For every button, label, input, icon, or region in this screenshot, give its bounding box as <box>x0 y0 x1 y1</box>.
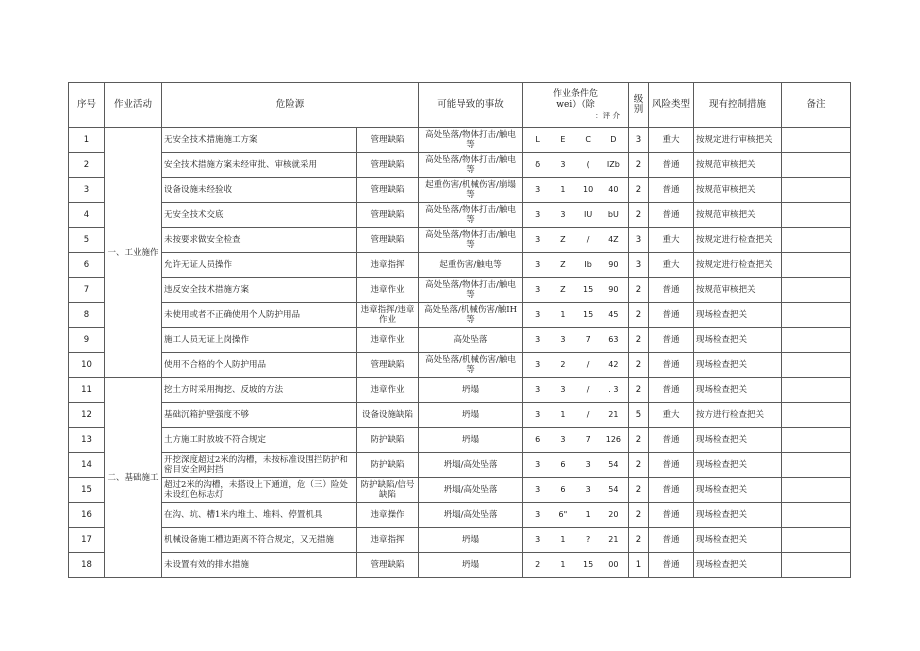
risk-type: 重大 <box>649 403 694 428</box>
remark-cell <box>782 253 851 278</box>
lecd-c-value: IU <box>584 210 593 219</box>
risk-type: 普通 <box>649 378 694 403</box>
hazard-type: 违章指挥 <box>357 528 419 553</box>
lecd-c-value: 3 <box>585 485 591 494</box>
condition-evaluation <box>523 153 629 178</box>
table-row <box>69 228 851 253</box>
risk-type: 普通 <box>649 528 694 553</box>
risk-type: 普通 <box>649 553 694 578</box>
lecd-values <box>525 560 626 570</box>
lecd-l-value: 3 <box>535 510 541 519</box>
hazard-type: 管理缺陷 <box>357 178 419 203</box>
lecd-e-value: 6 <box>560 485 566 494</box>
hazard-type: 管理缺陷 <box>357 228 419 253</box>
row-number: 8 <box>69 303 105 328</box>
table-row <box>69 153 851 178</box>
hazard-type: 管理缺陷 <box>357 553 419 578</box>
lecd-values <box>525 135 626 145</box>
possible-accident: 坍塌 <box>419 378 523 403</box>
possible-accident: 起重伤害/触电等 <box>419 253 523 278</box>
remark-cell <box>782 153 851 178</box>
hazard-type: 管理缺陷 <box>357 128 419 153</box>
lecd-e-value: 6 <box>560 460 566 469</box>
lecd-d-value: 21 <box>608 410 619 419</box>
activity-category: 一、工业施作 <box>105 128 162 378</box>
condition-evaluation <box>523 328 629 353</box>
lecd-values <box>525 160 626 170</box>
control-measure: 现场检查把关 <box>694 453 782 478</box>
possible-accident: 坍塌/高处坠落 <box>419 503 523 528</box>
hazard-source: 机械设备施工槽边距离不符合规定，又无措施 <box>162 528 357 553</box>
possible-accident: 高处坠落/物体打击/触电等 <box>419 203 523 228</box>
hazard-type: 管理缺陷 <box>357 153 419 178</box>
condition-evaluation <box>523 528 629 553</box>
lecd-l-value: 3 <box>535 310 541 319</box>
lecd-c-value: / <box>586 410 590 419</box>
row-number: 16 <box>69 503 105 528</box>
risk-level: 2 <box>629 153 649 178</box>
hazard-source: 无安全技术措施施工方案 <box>162 128 357 153</box>
control-measure: 现场检查把关 <box>694 503 782 528</box>
lecd-d-value: 126 <box>605 435 622 444</box>
table-row <box>69 478 851 503</box>
lecd-d-value: 45 <box>608 310 619 319</box>
lecd-d-value: . 3 <box>608 385 619 394</box>
table-row <box>69 253 851 278</box>
remark-cell <box>782 403 851 428</box>
lecd-c-value: ? <box>586 535 591 544</box>
hazard-source: 在沟、坑、槽1米内堆土、堆料、停置机具 <box>162 503 357 528</box>
lecd-c-value: 15 <box>583 560 594 569</box>
table-row <box>69 403 851 428</box>
condition-evaluation <box>523 403 629 428</box>
table-row <box>69 353 851 378</box>
lecd-e-value: E <box>560 135 566 144</box>
possible-accident: 高处坠落/物体打击/触电等 <box>419 153 523 178</box>
header-seq: 序号 <box>69 83 105 128</box>
lecd-values <box>525 185 626 195</box>
lecd-l-value: 3 <box>535 260 541 269</box>
header-activity: 作业活动 <box>105 83 162 128</box>
risk-type: 普通 <box>649 153 694 178</box>
lecd-values <box>525 385 626 395</box>
lecd-e-value: 3 <box>560 160 566 169</box>
hazard-source: 未按要求做安全检查 <box>162 228 357 253</box>
control-measure: 现场检查把关 <box>694 478 782 503</box>
lecd-l-value: δ <box>535 160 541 169</box>
hazard-source: 未设置有效的排水措施 <box>162 553 357 578</box>
control-measure: 按规范审核把关 <box>694 203 782 228</box>
hazard-type: 违章指挥 <box>357 253 419 278</box>
hazard-type: 防护缺陷 <box>357 453 419 478</box>
lecd-c-value: Ib <box>584 260 592 269</box>
possible-accident: 坍塌 <box>419 428 523 453</box>
lecd-l-value: 3 <box>535 385 541 394</box>
condition-evaluation <box>523 503 629 528</box>
lecd-d-value: 63 <box>608 335 619 344</box>
table-row <box>69 503 851 528</box>
hazard-source: 违反安全技术措施方案 <box>162 278 357 303</box>
lecd-e-value: 6" <box>558 510 568 519</box>
header-row <box>69 83 851 128</box>
lecd-c-value: ( <box>586 160 590 169</box>
lecd-c-value: 15 <box>583 285 594 294</box>
condition-evaluation <box>523 128 629 153</box>
possible-accident: 起重伤害/机械伤害/崩塌等 <box>419 178 523 203</box>
lecd-values <box>525 360 626 370</box>
hazard-type: 设备设施缺陷 <box>357 403 419 428</box>
remark-cell <box>782 278 851 303</box>
row-number: 13 <box>69 428 105 453</box>
lecd-d-value: 54 <box>608 460 619 469</box>
header-condition-sub: ：评 介 <box>595 111 621 120</box>
control-measure: 现场检查把关 <box>694 353 782 378</box>
remark-cell <box>782 503 851 528</box>
control-measure: 按规定进行审核把关 <box>694 128 782 153</box>
control-measure: 现场检查把关 <box>694 303 782 328</box>
lecd-d-value: 00 <box>608 560 619 569</box>
lecd-d-value: bU <box>607 210 619 219</box>
control-measure: 按规范审核把关 <box>694 153 782 178</box>
row-number: 17 <box>69 528 105 553</box>
possible-accident: 高处坠落/机械伤害/触IH等 <box>419 303 523 328</box>
lecd-l-value: 3 <box>535 335 541 344</box>
remark-cell <box>782 528 851 553</box>
hazard-source: 施工人员无证上岗操作 <box>162 328 357 353</box>
table-row <box>69 303 851 328</box>
possible-accident: 高处坠落/物体打击/触电等 <box>419 128 523 153</box>
risk-type: 普通 <box>649 203 694 228</box>
lecd-l-value: 3 <box>535 460 541 469</box>
row-number: 3 <box>69 178 105 203</box>
risk-type: 普通 <box>649 503 694 528</box>
risk-level: 3 <box>629 228 649 253</box>
row-number: 6 <box>69 253 105 278</box>
lecd-l-value: L <box>535 135 540 144</box>
lecd-l-value: 3 <box>535 235 541 244</box>
lecd-values <box>525 260 626 270</box>
hazard-source: 开挖深度超过2米的沟槽，未按标准设围拦防护和密目安全网封挡 <box>162 453 357 478</box>
lecd-values <box>525 510 626 520</box>
header-condition-line1: 作业条件危 <box>553 89 599 99</box>
control-measure: 按规范审核把关 <box>694 178 782 203</box>
lecd-l-value: 2 <box>535 560 541 569</box>
risk-type: 普通 <box>649 278 694 303</box>
remark-cell <box>782 478 851 503</box>
condition-evaluation <box>523 378 629 403</box>
lecd-e-value: 1 <box>560 185 566 194</box>
risk-level: 2 <box>629 328 649 353</box>
remark-cell <box>782 328 851 353</box>
header-level <box>629 83 649 128</box>
table-row <box>69 528 851 553</box>
hazard-type: 管理缺陷 <box>357 353 419 378</box>
table-row <box>69 553 851 578</box>
header-condition <box>523 83 629 128</box>
table-row <box>69 328 851 353</box>
control-measure: 按规定进行检查把关 <box>694 253 782 278</box>
possible-accident: 高处坠落 <box>419 328 523 353</box>
possible-accident: 高处坠落/物体打击/触电等 <box>419 278 523 303</box>
lecd-l-value: 3 <box>535 485 541 494</box>
lecd-e-value: Z <box>560 260 566 269</box>
condition-evaluation <box>523 178 629 203</box>
risk-level: 2 <box>629 178 649 203</box>
lecd-c-value: / <box>586 360 590 369</box>
lecd-l-value: 3 <box>535 410 541 419</box>
table-row <box>69 203 851 228</box>
lecd-e-value: 2 <box>560 360 566 369</box>
condition-evaluation <box>523 553 629 578</box>
lecd-values <box>525 435 626 445</box>
header-level-line1: 级 <box>633 94 644 105</box>
lecd-l-value: 3 <box>535 285 541 294</box>
header-control: 现有控制措施 <box>694 83 782 128</box>
risk-level: 2 <box>629 303 649 328</box>
hazard-type: 违章作业 <box>357 278 419 303</box>
control-measure: 现场检查把关 <box>694 428 782 453</box>
row-number: 11 <box>69 378 105 403</box>
remark-cell <box>782 353 851 378</box>
hazard-source: 超过2米的沟槽，未搭设上下通道，危（三）险处未设红色标志灯 <box>162 478 357 503</box>
header-risk-type: 风险类型 <box>649 83 694 128</box>
risk-type: 普通 <box>649 478 694 503</box>
risk-level: 3 <box>629 253 649 278</box>
lecd-e-value: 1 <box>560 535 566 544</box>
lecd-l-value: 3 <box>535 185 541 194</box>
lecd-e-value: Z <box>560 235 566 244</box>
hazard-source: 安全技术措施方案未经审批、审核就采用 <box>162 153 357 178</box>
lecd-e-value: Z <box>560 285 566 294</box>
lecd-values <box>525 235 626 245</box>
lecd-values <box>525 335 626 345</box>
condition-evaluation <box>523 303 629 328</box>
risk-type: 重大 <box>649 228 694 253</box>
lecd-e-value: 3 <box>560 335 566 344</box>
lecd-d-value: 42 <box>608 360 619 369</box>
risk-level: 2 <box>629 478 649 503</box>
risk-level: 2 <box>629 278 649 303</box>
header-hazard: 危险源 <box>162 83 419 128</box>
hazard-source: 未使用或者不正确使用个人防护用品 <box>162 303 357 328</box>
condition-evaluation <box>523 478 629 503</box>
risk-type: 普通 <box>649 303 694 328</box>
control-measure: 现场检查把关 <box>694 378 782 403</box>
hazard-source: 允许无证人员操作 <box>162 253 357 278</box>
risk-level: 5 <box>629 403 649 428</box>
risk-level: 2 <box>629 528 649 553</box>
lecd-d-value: 54 <box>608 485 619 494</box>
condition-evaluation <box>523 353 629 378</box>
lecd-c-value: 7 <box>585 435 591 444</box>
control-measure: 现场检查把关 <box>694 553 782 578</box>
remark-cell <box>782 178 851 203</box>
remark-cell <box>782 453 851 478</box>
condition-evaluation <box>523 228 629 253</box>
row-number: 5 <box>69 228 105 253</box>
row-number: 1 <box>69 128 105 153</box>
row-number: 2 <box>69 153 105 178</box>
header-remark: 备注 <box>782 83 851 128</box>
lecd-l-value: 6 <box>535 435 541 444</box>
lecd-e-value: 3 <box>560 385 566 394</box>
hazard-source: 设备设施未经验收 <box>162 178 357 203</box>
hazard-source: 土方施工时放坡不符合规定 <box>162 428 357 453</box>
hazard-type: 防护缺陷 <box>357 428 419 453</box>
risk-level: 3 <box>629 128 649 153</box>
lecd-d-value: 21 <box>608 535 619 544</box>
lecd-values <box>525 310 626 320</box>
remark-cell <box>782 553 851 578</box>
lecd-l-value: 3 <box>535 360 541 369</box>
risk-level: 2 <box>629 203 649 228</box>
possible-accident: 坍塌/高处坠落 <box>419 478 523 503</box>
risk-level: 2 <box>629 453 649 478</box>
table-row <box>69 378 851 403</box>
table-row <box>69 453 851 478</box>
lecd-e-value: 3 <box>560 210 566 219</box>
lecd-values <box>525 460 626 470</box>
lecd-d-value: 4Z <box>608 235 619 244</box>
lecd-values <box>525 485 626 495</box>
lecd-c-value: C <box>585 135 591 144</box>
possible-accident: 坍塌 <box>419 528 523 553</box>
risk-type: 普通 <box>649 328 694 353</box>
risk-level: 2 <box>629 378 649 403</box>
condition-evaluation <box>523 278 629 303</box>
lecd-c-value: 1 <box>585 510 591 519</box>
activity-category: 二、基础施工 <box>105 378 162 578</box>
lecd-values <box>525 210 626 220</box>
risk-type: 普通 <box>649 178 694 203</box>
hazard-type: 违章作业 <box>357 378 419 403</box>
header-level-line2: 别 <box>633 104 644 115</box>
row-number: 18 <box>69 553 105 578</box>
header-accident: 可能导致的事故 <box>419 83 523 128</box>
hazard-source: 使用不合格的个人防护用品 <box>162 353 357 378</box>
table-row <box>69 428 851 453</box>
lecd-c-value: 10 <box>583 185 594 194</box>
row-number: 4 <box>69 203 105 228</box>
remark-cell <box>782 378 851 403</box>
hazard-table <box>68 82 851 578</box>
lecd-c-value: / <box>586 235 590 244</box>
row-number: 12 <box>69 403 105 428</box>
hazard-type: 违章指挥/违章作业 <box>357 303 419 328</box>
hazard-source: 无安全技术交底 <box>162 203 357 228</box>
possible-accident: 坍塌/高处坠落 <box>419 453 523 478</box>
risk-level: 1 <box>629 553 649 578</box>
remark-cell <box>782 228 851 253</box>
possible-accident: 高处坠落/物体打击/触电等 <box>419 228 523 253</box>
table-row <box>69 278 851 303</box>
lecd-c-value: 7 <box>585 335 591 344</box>
risk-type: 普通 <box>649 453 694 478</box>
hazard-source: 基础沉箱护壁强度不够 <box>162 403 357 428</box>
lecd-d-value: 40 <box>608 185 619 194</box>
risk-level: 2 <box>629 503 649 528</box>
hazard-type: 管理缺陷 <box>357 203 419 228</box>
remark-cell <box>782 303 851 328</box>
control-measure: 按规范审核把关 <box>694 278 782 303</box>
possible-accident: 坍塌 <box>419 553 523 578</box>
control-measure: 按方进行检查把关 <box>694 403 782 428</box>
lecd-e-value: 3 <box>560 435 566 444</box>
lecd-c-value: / <box>586 385 590 394</box>
lecd-l-value: 3 <box>535 535 541 544</box>
condition-evaluation <box>523 253 629 278</box>
lecd-d-value: D <box>610 135 617 144</box>
lecd-e-value: 1 <box>560 310 566 319</box>
condition-evaluation <box>523 453 629 478</box>
lecd-d-value: IZb <box>606 160 620 169</box>
lecd-e-value: 1 <box>560 560 566 569</box>
risk-type: 普通 <box>649 428 694 453</box>
hazard-type: 违章操作 <box>357 503 419 528</box>
control-measure: 按规定进行检查把关 <box>694 228 782 253</box>
remark-cell <box>782 128 851 153</box>
hazard-source: 挖土方时采用掏挖、反坡的方法 <box>162 378 357 403</box>
risk-assessment-sheet <box>68 82 850 580</box>
condition-evaluation <box>523 203 629 228</box>
risk-level: 2 <box>629 428 649 453</box>
lecd-e-value: 1 <box>560 410 566 419</box>
row-number: 15 <box>69 478 105 503</box>
hazard-type: 防护缺陷/信号缺陷 <box>357 478 419 503</box>
lecd-c-value: 3 <box>585 460 591 469</box>
risk-level: 2 <box>629 353 649 378</box>
row-number: 10 <box>69 353 105 378</box>
possible-accident: 坍塌 <box>419 403 523 428</box>
table-row <box>69 128 851 153</box>
lecd-d-value: 90 <box>608 260 619 269</box>
row-number: 9 <box>69 328 105 353</box>
remark-cell <box>782 428 851 453</box>
lecd-d-value: 90 <box>608 285 619 294</box>
lecd-l-value: 3 <box>535 210 541 219</box>
condition-evaluation <box>523 428 629 453</box>
possible-accident: 高处坠落/机械伤害/触电等 <box>419 353 523 378</box>
header-condition-line2: wei）（除 <box>556 100 595 110</box>
lecd-c-value: 15 <box>583 310 594 319</box>
risk-type: 普通 <box>649 353 694 378</box>
lecd-values <box>525 285 626 295</box>
lecd-values <box>525 410 626 420</box>
remark-cell <box>782 203 851 228</box>
lecd-d-value: 20 <box>608 510 619 519</box>
risk-type: 重大 <box>649 253 694 278</box>
row-number: 7 <box>69 278 105 303</box>
hazard-type: 违章作业 <box>357 328 419 353</box>
lecd-values <box>525 535 626 545</box>
control-measure: 现场检查把关 <box>694 528 782 553</box>
risk-type: 重大 <box>649 128 694 153</box>
row-number: 14 <box>69 453 105 478</box>
table-row <box>69 178 851 203</box>
control-measure: 现场检查把关 <box>694 328 782 353</box>
